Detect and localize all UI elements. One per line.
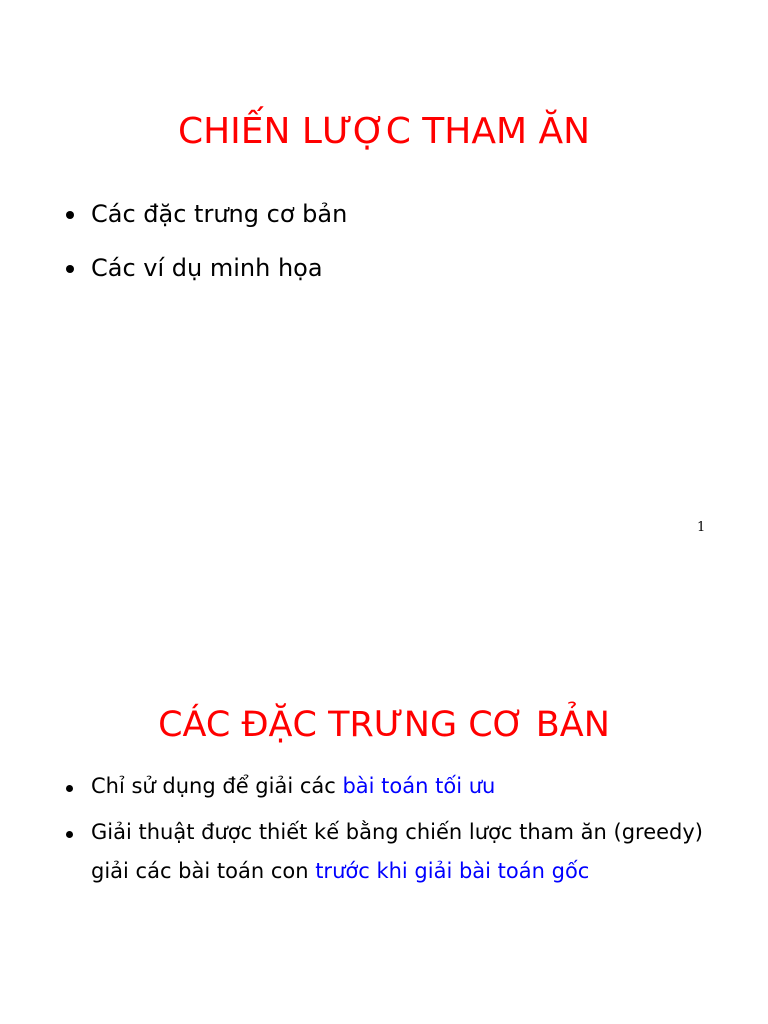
bullet-marker bbox=[66, 785, 73, 792]
highlighted-text: bài toán tối ưu bbox=[342, 774, 496, 798]
slide-2-bullet-2-line-2 bbox=[91, 861, 589, 882]
highlighted-text: trước khi giải bài toán gốc bbox=[315, 859, 590, 883]
slide-1-bullet-1: Các đặc trưng cơ bản bbox=[91, 200, 348, 228]
slide-2-title: CÁC ĐẶC TRƯNG CƠ BẢN bbox=[158, 705, 610, 745]
slide-2-bullet-1 bbox=[91, 776, 495, 797]
slide-1-title: CHIẾN LƯỢC THAM ĂN bbox=[177, 111, 591, 152]
bullet-marker bbox=[66, 265, 74, 273]
slide-1-bullet-2: Các ví dụ minh họa bbox=[91, 254, 323, 282]
bullet-marker bbox=[66, 831, 73, 838]
bullet-text: Giải thuật được thiết kế bằng chiến lược tham ăn (greedy) bbox=[91, 820, 703, 844]
bullet-text: giải các bài toán con bbox=[91, 859, 316, 883]
bullet-text: Chỉ sử dụng để giải các bbox=[91, 774, 343, 798]
page-number: 1 bbox=[697, 520, 706, 535]
bullet-marker bbox=[66, 211, 74, 219]
slide-2-bullet-2-line-1 bbox=[91, 822, 703, 843]
